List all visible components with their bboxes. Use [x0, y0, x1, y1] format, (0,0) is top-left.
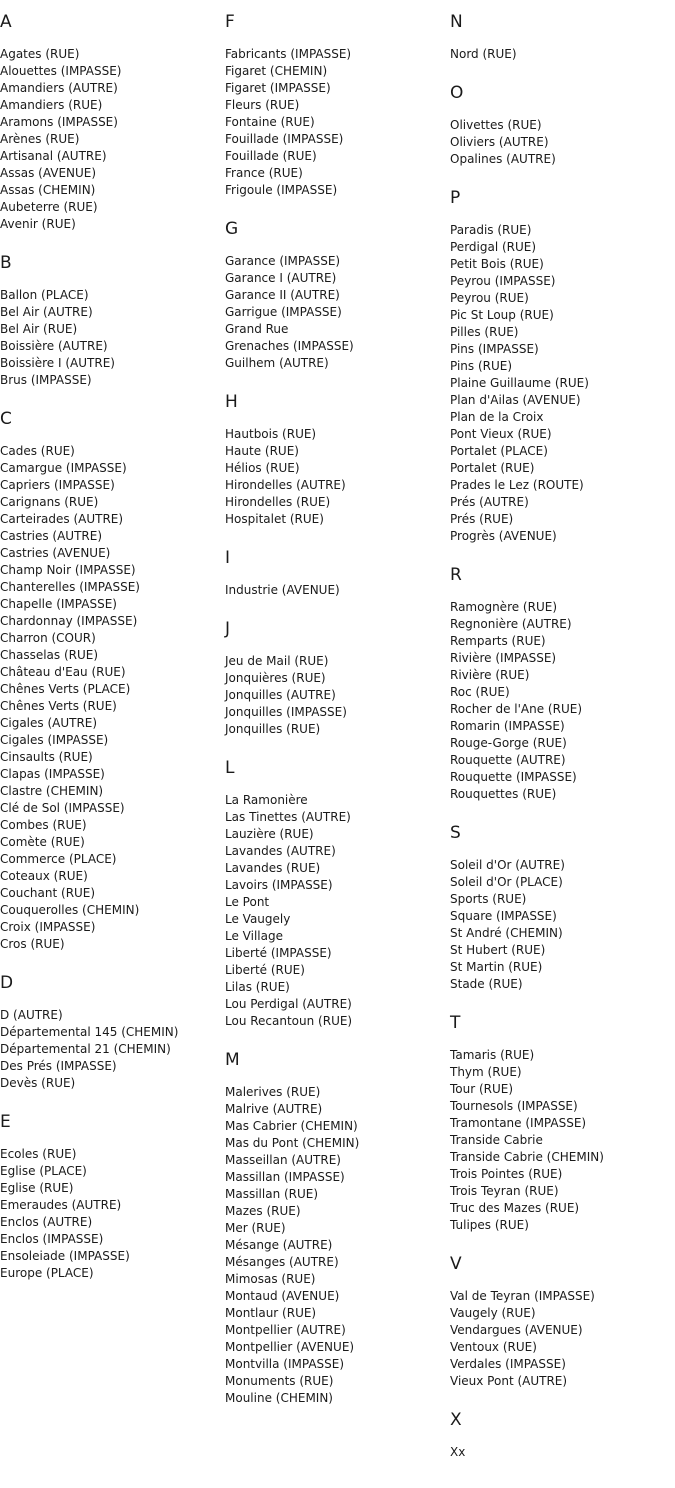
letter-heading: J: [225, 619, 231, 639]
letter-heading: M: [225, 1050, 240, 1070]
street-item[interactable]: Assas (AVENUE): [0, 166, 97, 180]
letter-heading: P: [450, 188, 461, 208]
street-item[interactable]: Alouettes (IMPASSE): [0, 64, 122, 78]
street-item[interactable]: Château d'Eau (RUE): [0, 665, 126, 679]
street-item[interactable]: Champ Noir (IMPASSE): [0, 563, 136, 577]
letter-section-m: [225, 1050, 450, 1407]
street-item[interactable]: Frigoule (IMPASSE): [225, 183, 338, 197]
street-item[interactable]: Olivettes (RUE): [450, 118, 542, 132]
street-item[interactable]: Fleurs (RUE): [225, 98, 300, 112]
street-item[interactable]: Jonquilles (AUTRE): [225, 688, 336, 702]
street-item[interactable]: Soleil d'Or (PLACE): [450, 875, 563, 889]
street-item[interactable]: Mas du Pont (CHEMIN): [225, 1136, 360, 1150]
street-item[interactable]: Remparts (RUE): [450, 634, 546, 648]
street-item[interactable]: Castries (AVENUE): [0, 546, 111, 560]
street-item[interactable]: Xx: [450, 1445, 466, 1459]
street-list: [450, 117, 675, 168]
letter-heading: N: [450, 12, 463, 32]
street-item[interactable]: Las Tinettes (AUTRE): [225, 810, 351, 824]
street-list: [450, 1047, 675, 1234]
street-item[interactable]: Eglise (PLACE): [0, 1164, 87, 1178]
street-item[interactable]: Cros (RUE): [0, 937, 65, 951]
letter-section-p: [450, 188, 675, 545]
street-item[interactable]: Cigales (IMPASSE): [0, 733, 109, 747]
street-item[interactable]: Hospitalet (RUE): [225, 512, 324, 526]
letter-heading: F: [225, 12, 235, 32]
letter-section-l: [225, 758, 450, 1030]
street-item[interactable]: Pont Vieux (RUE): [450, 427, 552, 441]
street-item[interactable]: Carignans (RUE): [0, 495, 99, 509]
letter-section-t: [450, 1013, 675, 1234]
street-item[interactable]: Tournesols (IMPASSE): [450, 1099, 578, 1113]
street-item[interactable]: Bel Air (RUE): [0, 322, 78, 336]
letter-heading: O: [450, 83, 464, 103]
street-item[interactable]: Liberté (IMPASSE): [225, 946, 332, 960]
street-item[interactable]: Progrès (AVENUE): [450, 529, 557, 543]
street-item[interactable]: Le Vaugely: [225, 912, 291, 926]
street-item[interactable]: Charron (COUR): [0, 631, 96, 645]
street-item[interactable]: Enclos (IMPASSE): [0, 1232, 104, 1246]
street-item[interactable]: Avenir (RUE): [0, 217, 76, 231]
street-item[interactable]: Castries (AUTRE): [0, 529, 103, 543]
street-item[interactable]: Chanterelles (IMPASSE): [0, 580, 140, 594]
street-item[interactable]: Liberté (RUE): [225, 963, 305, 977]
letter-section-i: [225, 548, 450, 599]
street-item[interactable]: Chênes Verts (PLACE): [0, 682, 131, 696]
street-item[interactable]: Verdales (IMPASSE): [450, 1357, 566, 1371]
letter-heading: C: [0, 409, 12, 429]
letter-section-v: [450, 1254, 675, 1390]
street-item[interactable]: Emeraudes (AUTRE): [0, 1198, 122, 1212]
street-item[interactable]: Clé de Sol (IMPASSE): [0, 801, 125, 815]
street-item[interactable]: Truc des Mazes (RUE): [450, 1201, 580, 1215]
letter-section-x: [450, 1410, 675, 1461]
street-item[interactable]: Garance II (AUTRE): [225, 288, 340, 302]
street-item[interactable]: Hirondelles (RUE): [225, 495, 331, 509]
street-list: [225, 253, 450, 372]
street-item[interactable]: Clapas (IMPASSE): [0, 767, 105, 781]
street-item[interactable]: Mas Cabrier (CHEMIN): [225, 1119, 358, 1133]
street-item[interactable]: Tour (RUE): [450, 1082, 514, 1096]
street-item[interactable]: France (RUE): [225, 166, 303, 180]
street-item[interactable]: Chardonnay (IMPASSE): [0, 614, 138, 628]
street-list: [450, 1444, 675, 1461]
street-item[interactable]: Montpellier (AUTRE): [225, 1323, 346, 1337]
street-item[interactable]: Lavandes (RUE): [225, 861, 321, 875]
street-item[interactable]: Trois Pointes (RUE): [450, 1167, 563, 1181]
street-item[interactable]: Soleil d'Or (AUTRE): [450, 858, 565, 872]
street-item[interactable]: Regnonière (AUTRE): [450, 617, 572, 631]
street-list: [0, 1007, 225, 1092]
letter-heading: A: [0, 12, 12, 32]
street-item[interactable]: Départemental 145 (CHEMIN): [0, 1025, 179, 1039]
street-item[interactable]: Malrive (AUTRE): [225, 1102, 323, 1116]
street-item[interactable]: Devès (RUE): [0, 1076, 76, 1090]
street-item[interactable]: Europe (PLACE): [0, 1266, 94, 1280]
street-item[interactable]: Prés (AUTRE): [450, 495, 529, 509]
street-list: [450, 857, 675, 993]
street-item[interactable]: Pic St Loup (RUE): [450, 308, 554, 322]
street-item[interactable]: Montpellier (AVENUE): [225, 1340, 355, 1354]
street-item[interactable]: Lauzière (RUE): [225, 827, 314, 841]
street-item[interactable]: Mimosas (RUE): [225, 1272, 316, 1286]
street-item[interactable]: Hautbois (RUE): [225, 427, 317, 441]
street-item[interactable]: Massillan (RUE): [225, 1187, 319, 1201]
street-index-column-2: [225, 0, 450, 1427]
street-item[interactable]: Grand Rue: [225, 322, 289, 336]
street-item[interactable]: Nord (RUE): [450, 47, 517, 61]
street-item[interactable]: Lou Perdigal (AUTRE): [225, 997, 352, 1011]
street-item[interactable]: Petit Bois (RUE): [450, 257, 544, 271]
street-list: [225, 653, 450, 738]
street-item[interactable]: Le Village: [225, 929, 283, 943]
street-item[interactable]: Monuments (RUE): [225, 1374, 334, 1388]
street-item[interactable]: Mouline (CHEMIN): [225, 1391, 333, 1405]
street-item[interactable]: Montlaur (RUE): [225, 1306, 317, 1320]
street-item[interactable]: Mésanges (AUTRE): [225, 1255, 339, 1269]
street-item[interactable]: Combes (RUE): [0, 818, 87, 832]
street-item[interactable]: Transide Cabrie: [450, 1133, 543, 1147]
street-item[interactable]: Artisanal (AUTRE): [0, 149, 107, 163]
street-item[interactable]: Opalines (AUTRE): [450, 152, 556, 166]
street-list: [450, 1288, 675, 1390]
street-item[interactable]: Square (IMPASSE): [450, 909, 557, 923]
street-list: [0, 443, 225, 953]
street-item[interactable]: Aramons (IMPASSE): [0, 115, 118, 129]
street-item[interactable]: Jonquilles (IMPASSE): [225, 705, 347, 719]
street-item[interactable]: Le Pont: [225, 895, 270, 909]
letter-heading: X: [450, 1410, 462, 1430]
street-list: [450, 222, 675, 545]
street-list: [225, 582, 450, 599]
street-item[interactable]: Carteirades (AUTRE): [0, 512, 124, 526]
letter-section-h: [225, 392, 450, 528]
street-list: [225, 792, 450, 1030]
street-item[interactable]: Garrigue (IMPASSE): [225, 305, 342, 319]
street-item[interactable]: Chasselas (RUE): [0, 648, 99, 662]
street-item[interactable]: D (AUTRE): [0, 1008, 63, 1022]
street-item[interactable]: Garance I (AUTRE): [225, 271, 337, 285]
letter-section-a: [0, 12, 225, 233]
street-item[interactable]: Plaine Guillaume (RUE): [450, 376, 589, 390]
street-item[interactable]: Trois Teyran (RUE): [450, 1184, 559, 1198]
street-item[interactable]: Tramontane (IMPASSE): [450, 1116, 587, 1130]
street-item[interactable]: Clastre (CHEMIN): [0, 784, 104, 798]
street-item[interactable]: St Martin (RUE): [450, 960, 543, 974]
street-item[interactable]: Pilles (RUE): [450, 325, 519, 339]
street-item[interactable]: Capriers (IMPASSE): [0, 478, 115, 492]
letter-heading: E: [0, 1112, 11, 1132]
street-item[interactable]: Mazes (RUE): [225, 1204, 301, 1218]
letter-section-g: [225, 219, 450, 372]
street-item[interactable]: Rouquettes (RUE): [450, 787, 557, 801]
street-item[interactable]: Malerives (RUE): [225, 1085, 321, 1099]
letter-section-e: [0, 1112, 225, 1282]
street-item[interactable]: Couquerolles (CHEMIN): [0, 903, 140, 917]
street-item[interactable]: Vaugely (RUE): [450, 1306, 536, 1320]
street-item[interactable]: Départemental 21 (CHEMIN): [0, 1042, 171, 1056]
street-item[interactable]: Portalet (PLACE): [450, 444, 548, 458]
letter-heading: I: [225, 548, 231, 568]
street-item[interactable]: Fouillade (RUE): [225, 149, 317, 163]
street-item[interactable]: Ensoleiade (IMPASSE): [0, 1249, 130, 1263]
street-index-column-1: [0, 0, 225, 1302]
street-item[interactable]: Prades le Lez (ROUTE): [450, 478, 584, 492]
street-item[interactable]: Rouquette (AUTRE): [450, 753, 566, 767]
street-item[interactable]: Transide Cabrie (CHEMIN): [450, 1150, 604, 1164]
street-item[interactable]: Tamaris (RUE): [450, 1048, 535, 1062]
street-item[interactable]: Jonquilles (RUE): [225, 722, 321, 736]
street-item[interactable]: Coteaux (RUE): [0, 869, 88, 883]
street-item[interactable]: Sports (RUE): [450, 892, 527, 906]
street-item[interactable]: St Hubert (RUE): [450, 943, 546, 957]
street-item[interactable]: Arènes (RUE): [0, 132, 80, 146]
street-item[interactable]: Brus (IMPASSE): [0, 373, 92, 387]
street-item[interactable]: Chapelle (IMPASSE): [0, 597, 117, 611]
street-item[interactable]: Plan de la Croix: [450, 410, 544, 424]
street-item[interactable]: Vendargues (AVENUE): [450, 1323, 583, 1337]
street-item[interactable]: Guilhem (AUTRE): [225, 356, 329, 370]
street-item[interactable]: Perdigal (RUE): [450, 240, 537, 254]
street-item[interactable]: Cigales (AUTRE): [0, 716, 98, 730]
street-item[interactable]: Croix (IMPASSE): [0, 920, 96, 934]
street-item[interactable]: Fontaine (RUE): [225, 115, 315, 129]
street-item[interactable]: Figaret (CHEMIN): [225, 64, 328, 78]
street-list: [450, 46, 675, 63]
street-item[interactable]: Amandiers (AUTRE): [0, 81, 118, 95]
street-item[interactable]: Masseillan (AUTRE): [225, 1153, 341, 1167]
street-item[interactable]: Rivière (IMPASSE): [450, 651, 557, 665]
street-item[interactable]: Ramognère (RUE): [450, 600, 557, 614]
street-item[interactable]: Peyrou (IMPASSE): [450, 274, 556, 288]
letter-section-f: [225, 12, 450, 199]
street-list: [0, 46, 225, 233]
street-item[interactable]: Boissière I (AUTRE): [0, 356, 115, 370]
street-item[interactable]: Roc (RUE): [450, 685, 510, 699]
street-item[interactable]: Enclos (AUTRE): [0, 1215, 93, 1229]
street-item[interactable]: Val de Teyran (IMPASSE): [450, 1289, 595, 1303]
street-item[interactable]: Portalet (RUE): [450, 461, 535, 475]
street-list: [225, 1084, 450, 1407]
street-item[interactable]: Massillan (IMPASSE): [225, 1170, 345, 1184]
street-item[interactable]: Rivière (RUE): [450, 668, 530, 682]
street-item[interactable]: Haute (RUE): [225, 444, 299, 458]
street-item[interactable]: Aubeterre (RUE): [0, 200, 98, 214]
street-item[interactable]: Montvilla (IMPASSE): [225, 1357, 345, 1371]
letter-section-b: [0, 253, 225, 389]
street-item[interactable]: Mer (RUE): [225, 1221, 286, 1235]
street-item[interactable]: Rocher de l'Ane (RUE): [450, 702, 582, 716]
street-item[interactable]: Vieux Pont (AUTRE): [450, 1374, 568, 1388]
letter-heading: T: [450, 1013, 461, 1033]
letter-heading: B: [0, 253, 12, 273]
letter-heading: H: [225, 392, 238, 412]
street-list: [225, 46, 450, 199]
letter-section-r: [450, 565, 675, 803]
street-item[interactable]: Rouge-Gorge (RUE): [450, 736, 567, 750]
street-item[interactable]: Plan d'Ailas (AVENUE): [450, 393, 581, 407]
street-item[interactable]: Ballon (PLACE): [0, 288, 89, 302]
street-item[interactable]: St André (CHEMIN): [450, 926, 563, 940]
street-item[interactable]: Peyrou (RUE): [450, 291, 529, 305]
street-item[interactable]: Boissière (AUTRE): [0, 339, 108, 353]
street-item[interactable]: Pins (IMPASSE): [450, 342, 539, 356]
street-item[interactable]: Tulipes (RUE): [450, 1218, 529, 1232]
street-item[interactable]: Lavoirs (IMPASSE): [225, 878, 333, 892]
street-item[interactable]: Camargue (IMPASSE): [0, 461, 127, 475]
street-item[interactable]: Assas (CHEMIN): [0, 183, 96, 197]
street-item[interactable]: Fouillade (IMPASSE): [225, 132, 344, 146]
street-item[interactable]: Ventoux (RUE): [450, 1340, 537, 1354]
street-item[interactable]: Commerce (PLACE): [0, 852, 117, 866]
letter-heading: S: [450, 823, 461, 843]
street-item[interactable]: Montaud (AVENUE): [225, 1289, 340, 1303]
letter-section-n: [450, 12, 675, 63]
street-item[interactable]: Pins (RUE): [450, 359, 513, 373]
street-item[interactable]: Jonquières (RUE): [225, 671, 326, 685]
letter-heading: D: [0, 973, 14, 993]
street-item[interactable]: Amandiers (RUE): [0, 98, 103, 112]
street-item[interactable]: Eglise (RUE): [0, 1181, 74, 1195]
street-item[interactable]: Bel Air (AUTRE): [0, 305, 93, 319]
street-item[interactable]: Industrie (AVENUE): [225, 583, 340, 597]
street-item[interactable]: Jeu de Mail (RUE): [225, 654, 329, 668]
street-list: [225, 426, 450, 528]
street-list: [450, 599, 675, 803]
street-item[interactable]: Fabricants (IMPASSE): [225, 47, 352, 61]
letter-heading: L: [225, 758, 235, 778]
street-item[interactable]: La Ramonière: [225, 793, 308, 807]
letter-section-j: [225, 619, 450, 738]
street-item[interactable]: Figaret (IMPASSE): [225, 81, 331, 95]
street-item[interactable]: Oliviers (AUTRE): [450, 135, 549, 149]
street-item[interactable]: Cades (RUE): [0, 444, 75, 458]
letter-heading: V: [450, 1254, 462, 1274]
street-item[interactable]: Des Prés (IMPASSE): [0, 1059, 117, 1073]
street-item[interactable]: Stade (RUE): [450, 977, 523, 991]
street-item[interactable]: Cinsaults (RUE): [0, 750, 93, 764]
street-item[interactable]: Ecoles (RUE): [0, 1147, 77, 1161]
street-list: [0, 287, 225, 389]
street-item[interactable]: Thym (RUE): [450, 1065, 522, 1079]
street-item[interactable]: Comète (RUE): [0, 835, 85, 849]
street-item[interactable]: Mésange (AUTRE): [225, 1238, 333, 1252]
letter-heading: R: [450, 565, 462, 585]
street-item[interactable]: Grenaches (IMPASSE): [225, 339, 354, 353]
street-list: [0, 1146, 225, 1282]
street-item[interactable]: Prés (RUE): [450, 512, 514, 526]
street-item[interactable]: Paradis (RUE): [450, 223, 532, 237]
letter-heading: G: [225, 219, 239, 239]
street-item[interactable]: Lavandes (AUTRE): [225, 844, 336, 858]
street-item[interactable]: Romarin (IMPASSE): [450, 719, 565, 733]
letter-section-c: [0, 409, 225, 953]
letter-section-s: [450, 823, 675, 993]
street-item[interactable]: Lilas (RUE): [225, 980, 290, 994]
street-index-column-3: [450, 0, 675, 1481]
letter-section-d: [0, 973, 225, 1092]
letter-section-o: [450, 83, 675, 168]
street-item[interactable]: Garance (IMPASSE): [225, 254, 341, 268]
street-item[interactable]: Hirondelles (AUTRE): [225, 478, 346, 492]
street-item[interactable]: Couchant (RUE): [0, 886, 96, 900]
street-item[interactable]: Hélios (RUE): [225, 461, 300, 475]
street-item[interactable]: Agates (RUE): [0, 47, 80, 61]
street-item[interactable]: Chênes Verts (RUE): [0, 699, 117, 713]
street-item[interactable]: Lou Recantoun (RUE): [225, 1014, 353, 1028]
street-item[interactable]: Rouquette (IMPASSE): [450, 770, 577, 784]
